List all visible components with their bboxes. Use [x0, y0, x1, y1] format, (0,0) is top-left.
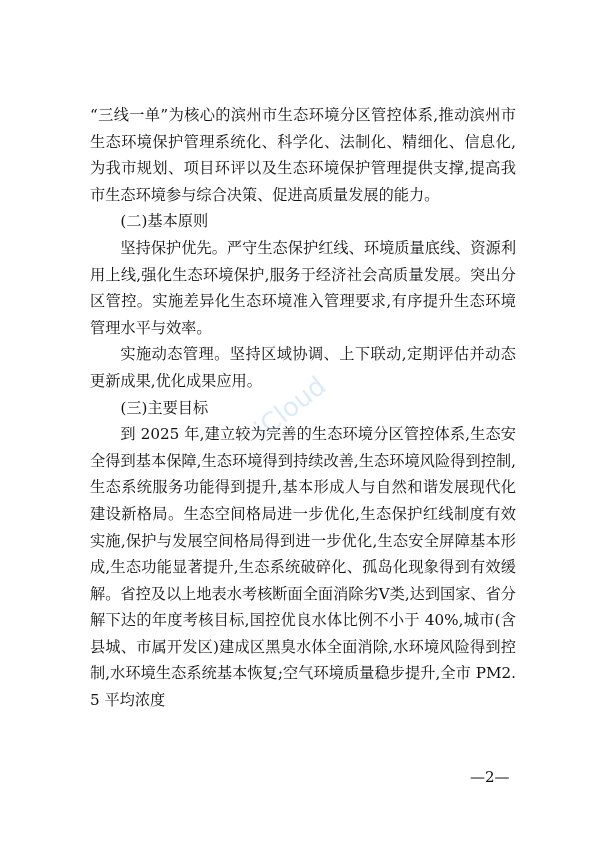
heading-main-goals: (三)主要目标 — [120, 398, 209, 417]
watermark-text: iCloud — [249, 371, 332, 445]
paragraph-protection-priority: 坚持保护优先。严守生态保护红线、环境质量底线、资源利用上线,强化生态环境保护,服务于经济社会高质量发展。突出分区管控。实施差异化生态环境准入管理要求,有序提升生态环境管理水平与效率。 — [90, 238, 516, 337]
document-body — [90, 102, 516, 714]
paragraph-goals-2025: 到 2025 年,建立较为完善的生态环境分区管控体系,生态安全得到基本保障,生态环境得到持续改善,生态环境风险得到控制,生态系统服务功能得到提升,基本形成人与自然和谐发展现代化建设新格局。生态空间格局进一步优化,生态保护红线制度有效实施,保护与发展空间格局得到进一步优化,生态安全屏障基本形成,生态功能显著提升,生态系统破碎化、孤岛化现象得到有效缓解。省控及以上地表水考核断面全面消除劣Ⅴ类,达到国家、省分解下达的年度考核目标,国控优良水体比例不小于 40%,城市(含县城、市属开发区)建成区黑臭水体全面消除,水环境风险得到控制,水环境生态系统基本恢复;空气环境质量稳步提升,全市 PM2.5 平均浓度 — [90, 425, 516, 710]
page-number: —2— — [470, 768, 510, 786]
heading-basic-principles: (二)基本原则 — [120, 212, 209, 231]
paragraph-intro: “三线一单”为核心的滨州市生态环境分区管控体系,推动滨州市生态环境保护管理系统化、科学化、法制化、精细化、信息化,为我市规划、项目环评以及生态环境保护管理提供支撑,提高我市生态环境参与综合决策、促进高质量发展的能力。 — [90, 106, 516, 204]
paragraph-dynamic-management: 实施动态管理。坚持区域协调、上下联动,定期评估并动态更新成果,优化成果应用。 — [90, 345, 516, 390]
